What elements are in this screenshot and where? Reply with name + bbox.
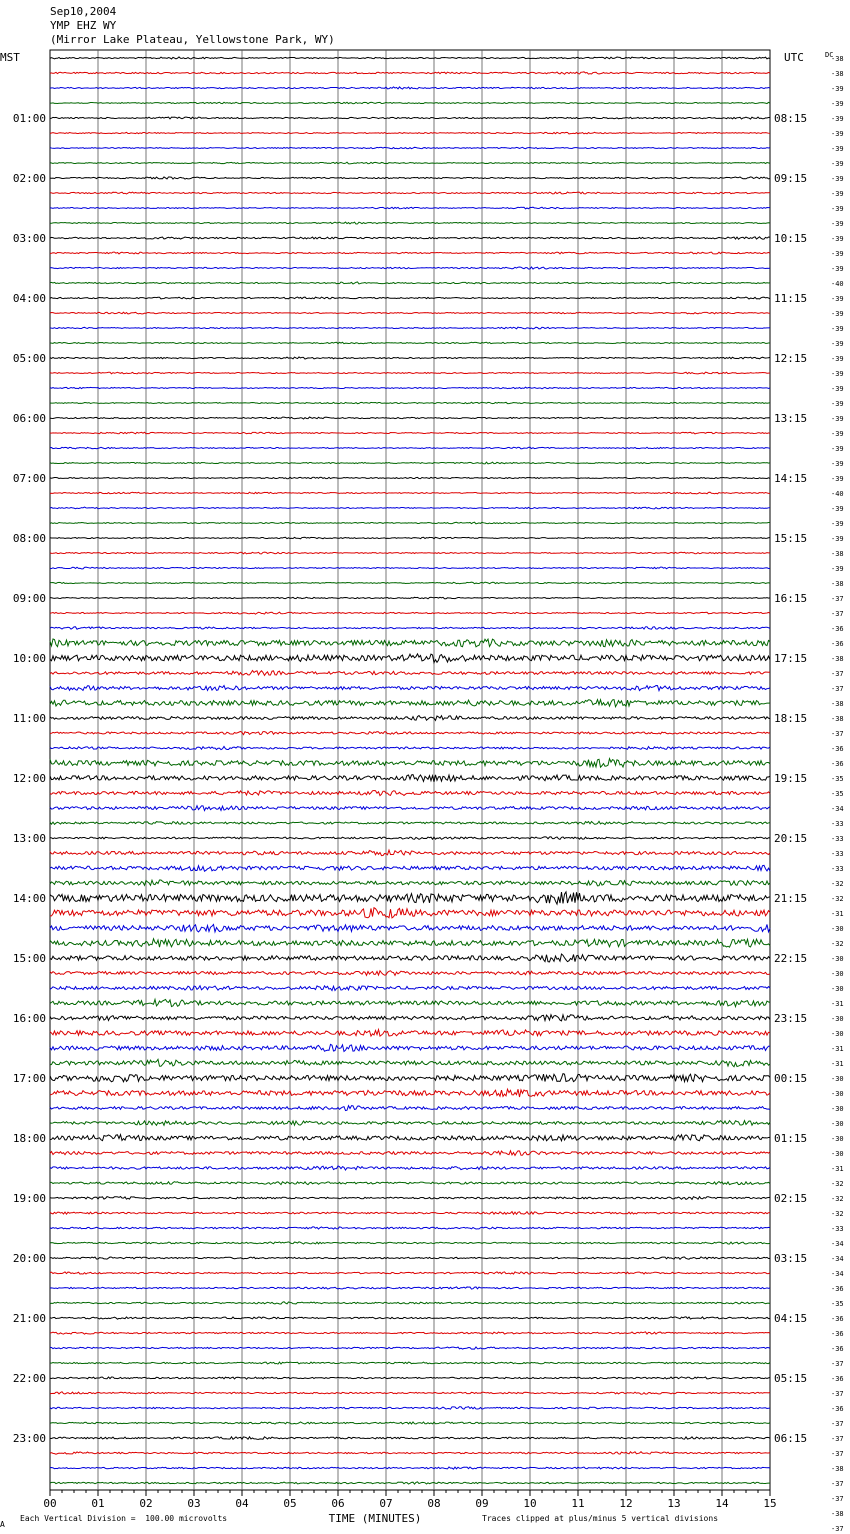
dc-offset-label: -36 — [831, 1345, 844, 1353]
utc-hour-label: 11:15 — [774, 292, 808, 305]
dc-offset-label: -39 — [831, 310, 844, 318]
seismic-trace — [50, 597, 770, 599]
seismic-trace — [50, 447, 770, 449]
dc-offset-label: -40 — [831, 490, 844, 498]
dc-offset-label: -38 — [831, 1510, 844, 1518]
utc-hour-label: 19:15 — [774, 772, 808, 785]
dc-offset-label: -34 — [831, 805, 844, 813]
dc-offset-label: -39 — [831, 250, 844, 258]
mst-hour-label: 16:00 — [12, 1012, 46, 1025]
mst-hour-label: 08:00 — [12, 532, 46, 545]
seismic-trace — [50, 1121, 770, 1126]
dc-offset-label: -36 — [831, 1285, 844, 1293]
dc-offset-label: -33 — [831, 865, 844, 873]
dc-offset-label: -39 — [831, 175, 844, 183]
seismic-trace — [50, 57, 770, 59]
seismic-trace — [50, 402, 770, 404]
dc-offset-label: -39 — [831, 400, 844, 408]
seismic-trace — [50, 999, 770, 1006]
seismic-trace — [50, 775, 770, 782]
seismic-trace — [50, 1227, 770, 1229]
dc-offset-label: -30 — [831, 1090, 844, 1098]
seismic-trace — [50, 850, 770, 855]
dc-offset-label: -37 — [831, 1525, 844, 1533]
seismic-trace — [50, 492, 770, 494]
x-axis-label: TIME (MINUTES) — [328, 1512, 422, 1525]
dc-offset-label: -39 — [831, 505, 844, 513]
dc-offset-label: -30 — [831, 1030, 844, 1038]
dc-offset-label: -37 — [831, 670, 844, 678]
dc-offset-label: -31 — [831, 1165, 844, 1173]
dc-offset-label: -37 — [831, 1450, 844, 1458]
seismic-trace — [50, 417, 770, 419]
dc-offset-label: -39 — [831, 535, 844, 543]
mst-hour-label: 06:00 — [12, 412, 46, 425]
dc-offset-label: -36 — [831, 760, 844, 768]
mst-hour-label: 17:00 — [12, 1072, 46, 1085]
mst-hour-label: 10:00 — [12, 652, 46, 665]
dc-offset-label: -37 — [831, 1480, 844, 1488]
seismic-trace — [50, 1044, 770, 1051]
mst-hour-label: 01:00 — [12, 112, 46, 125]
mst-hour-label: 22:00 — [12, 1372, 46, 1385]
dc-offset-label: -30 — [831, 1150, 844, 1158]
dc-offset-label: -37 — [831, 595, 844, 603]
x-tick-label: 13 — [667, 1497, 681, 1510]
dc-offset-label: -39 — [831, 430, 844, 438]
dc-offset-label: -33 — [831, 835, 844, 843]
dc-offset-label: -39 — [831, 160, 844, 168]
utc-hour-label: 22:15 — [774, 952, 808, 965]
seismic-trace — [50, 746, 770, 749]
dc-offset-label: -35 — [831, 775, 844, 783]
seismic-trace — [50, 865, 770, 871]
mst-hour-label: 15:00 — [12, 952, 46, 965]
seismic-trace — [50, 312, 770, 314]
mst-hour-label: 12:00 — [12, 772, 46, 785]
dc-offset-label: -38 — [831, 715, 844, 723]
seismic-trace — [50, 327, 770, 329]
seismic-trace — [50, 1030, 770, 1037]
seismic-trace — [50, 237, 770, 239]
seismic-trace — [50, 821, 770, 824]
seismic-trace — [50, 639, 770, 647]
dc-offset-label: -30 — [831, 1075, 844, 1083]
plot-frame — [50, 50, 770, 1490]
dc-offset-label: -37 — [831, 610, 844, 618]
dc-offset-label: -30 — [831, 985, 844, 993]
dc-offset-label: -36 — [831, 1375, 844, 1383]
dc-offset-label: -31 — [831, 1060, 844, 1068]
x-tick-label: 04 — [235, 1497, 249, 1510]
dc-offset-label: -36 — [831, 640, 844, 648]
mst-hour-label: 11:00 — [12, 712, 46, 725]
seismic-trace — [50, 1182, 770, 1185]
seismic-trace — [50, 342, 770, 344]
x-tick-label: 01 — [91, 1497, 105, 1510]
seismic-trace — [50, 1302, 770, 1304]
dc-offset-label: -30 — [831, 1120, 844, 1128]
mst-hour-label: 02:00 — [12, 172, 46, 185]
utc-hour-label: 05:15 — [774, 1372, 808, 1385]
dc-offset-label: -39 — [831, 340, 844, 348]
seismic-trace — [50, 837, 770, 840]
mst-hour-label: 09:00 — [12, 592, 46, 605]
mst-hour-label: 04:00 — [12, 292, 46, 305]
scale-note: Each Vertical Division = 100.00 microvolts — [20, 1514, 228, 1523]
seismic-trace — [50, 986, 770, 991]
clip-note: Traces clipped at plus/minus 5 vertical divisions — [482, 1514, 719, 1523]
seismic-trace — [50, 654, 770, 663]
left-axis-label: MST — [0, 51, 20, 64]
seismic-trace — [50, 759, 770, 768]
x-tick-label: 02 — [139, 1497, 153, 1510]
utc-hour-label: 15:15 — [774, 532, 808, 545]
x-tick-label: 05 — [283, 1497, 297, 1510]
dc-label: DC — [825, 51, 834, 59]
dc-offset-label: -37 — [831, 730, 844, 738]
mst-hour-label: 18:00 — [12, 1132, 46, 1145]
dc-offset-label: -39 — [831, 460, 844, 468]
dc-offset-label: -32 — [831, 940, 844, 948]
dc-offset-label: -32 — [831, 1210, 844, 1218]
dc-offset-label: -39 — [831, 475, 844, 483]
dc-offset-label: -36 — [831, 745, 844, 753]
utc-hour-label: 04:15 — [774, 1312, 808, 1325]
dc-offset-label: -39 — [831, 355, 844, 363]
dc-offset-label: -39 — [831, 115, 844, 123]
dc-offset-label: -39 — [831, 190, 844, 198]
utc-hour-label: 14:15 — [774, 472, 808, 485]
dc-offset-label: -35 — [831, 790, 844, 798]
seismic-trace — [50, 716, 770, 721]
seismic-trace — [50, 507, 770, 509]
seismic-trace — [50, 1437, 770, 1440]
station-location: (Mirror Lake Plateau, Yellowstone Park, WY) — [50, 33, 335, 46]
mst-hour-label: 20:00 — [12, 1252, 46, 1265]
seismic-trace — [50, 670, 770, 675]
dc-offset-label: -38 — [831, 70, 844, 78]
mst-hour-label: 03:00 — [12, 232, 46, 245]
mst-hour-label: 21:00 — [12, 1312, 46, 1325]
dc-offset-label: -39 — [831, 205, 844, 213]
seismic-trace — [50, 1166, 770, 1170]
corner-mark: A — [0, 1520, 5, 1529]
right-axis-label: UTC — [784, 51, 804, 64]
seismic-trace — [50, 177, 770, 179]
record-date: Sep10,2004 — [50, 5, 117, 18]
mst-hour-label: 05:00 — [12, 352, 46, 365]
dc-offset-label: -32 — [831, 1180, 844, 1188]
utc-hour-label: 17:15 — [774, 652, 808, 665]
seismic-trace — [50, 880, 770, 886]
seismic-trace — [50, 1317, 770, 1319]
seismic-trace — [50, 1089, 770, 1097]
dc-offset-label: -39 — [831, 220, 844, 228]
seismic-trace — [50, 1392, 770, 1394]
dc-offset-label: -38 — [831, 655, 844, 663]
utc-hour-label: 01:15 — [774, 1132, 808, 1145]
dc-offset-label: -36 — [831, 1405, 844, 1413]
utc-hour-label: 09:15 — [774, 172, 808, 185]
dc-offset-label: -36 — [831, 625, 844, 633]
seismic-trace — [50, 1407, 770, 1409]
seismic-trace — [50, 1347, 770, 1349]
seismic-trace — [50, 612, 770, 614]
dc-offset-label: -33 — [831, 1225, 844, 1233]
seismic-trace — [50, 1272, 770, 1274]
dc-offset-label: -39 — [831, 295, 844, 303]
seismic-trace — [50, 971, 770, 976]
dc-offset-label: -39 — [831, 415, 844, 423]
dc-offset-label: -38 — [831, 700, 844, 708]
utc-hour-label: 06:15 — [774, 1432, 808, 1445]
seismic-trace — [50, 117, 770, 119]
seismic-trace — [50, 387, 770, 389]
utc-hour-label: 23:15 — [774, 1012, 808, 1025]
mst-hour-label: 23:00 — [12, 1432, 46, 1445]
dc-offset-label: -39 — [831, 445, 844, 453]
dc-offset-label: -30 — [831, 1015, 844, 1023]
mst-hour-label: 14:00 — [12, 892, 46, 905]
utc-hour-label: 20:15 — [774, 832, 808, 845]
x-tick-label: 15 — [763, 1497, 777, 1510]
seismic-trace — [50, 1059, 770, 1066]
dc-offset-label: -39 — [831, 265, 844, 273]
seismic-trace — [50, 1197, 770, 1200]
x-tick-label: 07 — [379, 1497, 393, 1510]
dc-offset-label: -39 — [831, 370, 844, 378]
dc-offset-label: -39 — [831, 130, 844, 138]
dc-offset-label: -30 — [831, 925, 844, 933]
seismic-trace — [50, 192, 770, 194]
x-tick-label: 14 — [715, 1497, 729, 1510]
utc-hour-label: 12:15 — [774, 352, 808, 365]
x-tick-label: 10 — [523, 1497, 537, 1510]
seismic-trace — [50, 924, 770, 931]
seismic-trace — [50, 207, 770, 209]
dc-offset-label: -39 — [831, 85, 844, 93]
x-tick-label: 11 — [571, 1497, 585, 1510]
dc-offset-label: -31 — [831, 1045, 844, 1053]
dc-offset-label: -39 — [831, 235, 844, 243]
dc-offset-label: -30 — [831, 1135, 844, 1143]
dc-offset-label: -32 — [831, 1195, 844, 1203]
seismic-trace — [50, 477, 770, 479]
seismic-trace — [50, 954, 770, 962]
seismic-trace — [50, 1106, 770, 1111]
x-tick-label: 08 — [427, 1497, 441, 1510]
dc-offset-label: -39 — [831, 325, 844, 333]
seismic-trace — [50, 1257, 770, 1259]
seismic-trace — [50, 432, 770, 434]
x-tick-label: 09 — [475, 1497, 489, 1510]
seismic-trace — [50, 791, 770, 796]
seismic-trace — [50, 892, 770, 904]
x-tick-label: 12 — [619, 1497, 633, 1510]
seismic-trace — [50, 627, 770, 629]
x-tick-label: 06 — [331, 1497, 345, 1510]
x-tick-label: 03 — [187, 1497, 201, 1510]
seismic-trace — [50, 1467, 770, 1469]
dc-offset-label: -39 — [831, 145, 844, 153]
seismic-trace — [50, 1151, 770, 1156]
seismic-trace — [50, 1135, 770, 1141]
dc-offset-label: -34 — [831, 1270, 844, 1278]
dc-offset-label: -38 — [831, 550, 844, 558]
dc-offset-label: -39 — [831, 385, 844, 393]
dc-offset-label: -33 — [831, 820, 844, 828]
seismic-trace — [50, 700, 770, 707]
dc-offset-label: -31 — [831, 1000, 844, 1008]
dc-offset-label: -30 — [831, 955, 844, 963]
seismic-trace — [50, 731, 770, 734]
seismic-trace — [50, 567, 770, 569]
dc-offset-label: -32 — [831, 880, 844, 888]
seismic-trace — [50, 1015, 770, 1021]
seismic-trace — [50, 806, 770, 811]
dc-offset-label: -34 — [831, 1255, 844, 1263]
seismic-trace — [50, 87, 770, 89]
seismic-trace — [50, 462, 770, 464]
seismic-trace — [50, 522, 770, 524]
seismic-trace — [50, 939, 770, 947]
dc-offset-label: -35 — [831, 1300, 844, 1308]
mst-hour-label: 13:00 — [12, 832, 46, 845]
seismic-trace — [50, 252, 770, 254]
dc-offset-label: -39 — [831, 520, 844, 528]
seismic-trace — [50, 102, 770, 104]
utc-hour-label: 13:15 — [774, 412, 808, 425]
seismic-trace — [50, 162, 770, 164]
dc-offset-label: -37 — [831, 1360, 844, 1368]
seismic-trace — [50, 908, 770, 918]
utc-hour-label: 02:15 — [774, 1192, 808, 1205]
dc-offset-label: -36 — [831, 1315, 844, 1323]
mst-hour-label: 19:00 — [12, 1192, 46, 1205]
utc-hour-label: 03:15 — [774, 1252, 808, 1265]
dc-offset-label: -31 — [831, 910, 844, 918]
seismic-trace — [50, 222, 770, 224]
seismic-trace — [50, 72, 770, 74]
seismic-trace — [50, 686, 770, 691]
dc-offset-label: -37 — [831, 685, 844, 693]
seismic-trace — [50, 1287, 770, 1289]
seismic-trace — [50, 582, 770, 584]
seismic-trace — [50, 132, 770, 134]
seismic-trace — [50, 552, 770, 554]
seismic-trace — [50, 1332, 770, 1334]
dc-offset-label: -39 — [831, 100, 844, 108]
dc-offset-label: -37 — [831, 1435, 844, 1443]
dc-offset-label: -36 — [831, 1330, 844, 1338]
seismic-trace — [50, 1422, 770, 1424]
dc-offset-label: -33 — [831, 850, 844, 858]
mst-hour-label: 07:00 — [12, 472, 46, 485]
seismic-trace — [50, 1242, 770, 1244]
seismic-trace — [50, 537, 770, 539]
utc-hour-label: 00:15 — [774, 1072, 808, 1085]
seismic-trace — [50, 297, 770, 299]
seismic-trace — [50, 357, 770, 359]
seismic-trace — [50, 1482, 770, 1484]
dc-offset-label: -34 — [831, 1240, 844, 1248]
dc-offset-label: -37 — [831, 1420, 844, 1428]
seismic-trace — [50, 1074, 770, 1082]
seismic-trace — [50, 1452, 770, 1454]
x-tick-label: 00 — [43, 1497, 57, 1510]
seismic-trace — [50, 1362, 770, 1364]
seismic-trace — [50, 372, 770, 374]
seismic-trace — [50, 1212, 770, 1215]
dc-offset-label: -39 — [831, 565, 844, 573]
dc-offset-label: -37 — [831, 1390, 844, 1398]
dc-offset-label: -40 — [831, 280, 844, 288]
dc-offset-label: -32 — [831, 895, 844, 903]
utc-hour-label: 21:15 — [774, 892, 808, 905]
station-code: YMP EHZ WY — [50, 19, 117, 32]
dc-offset-label: -37 — [831, 1495, 844, 1503]
seismic-trace — [50, 267, 770, 269]
dc-offset-label: -30 — [831, 1105, 844, 1113]
utc-hour-label: 18:15 — [774, 712, 808, 725]
seismic-trace — [50, 147, 770, 148]
dc-offset-label: -38 — [831, 1465, 844, 1473]
utc-hour-label: 10:15 — [774, 232, 808, 245]
dc-offset-label: -38 — [831, 55, 844, 63]
dc-offset-label: -38 — [831, 580, 844, 588]
utc-hour-label: 08:15 — [774, 112, 808, 125]
seismic-trace — [50, 1377, 770, 1379]
dc-offset-label: -30 — [831, 970, 844, 978]
utc-hour-label: 16:15 — [774, 592, 808, 605]
seismic-trace — [50, 282, 770, 284]
